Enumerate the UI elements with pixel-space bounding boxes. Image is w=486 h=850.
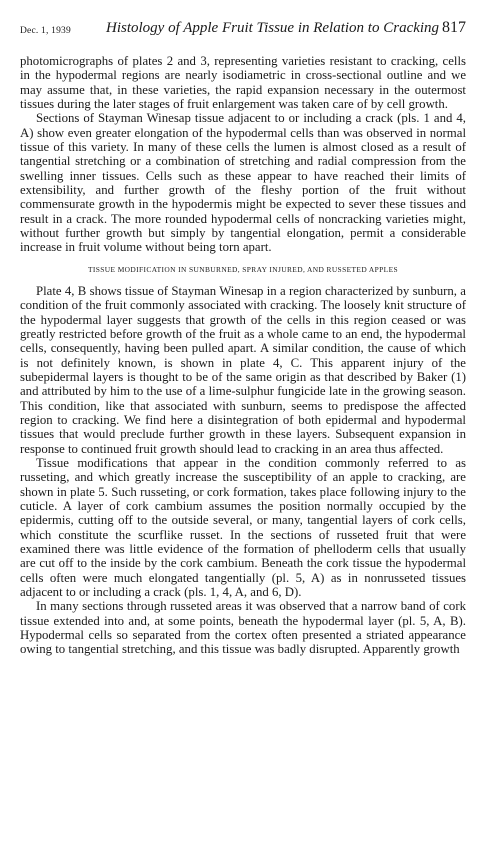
page-number: 817 bbox=[442, 19, 466, 36]
paragraph-stayman-sections: Sections of Stayman Winesap tissue adjacent to or including a crack (pls. 1 and 4, A) show even greater elongation of the hypodermal cells than was observed in normal tissue of this variety. In many of these cells the lumen is almost closed as a result of tangential stretching or a combination of stretching and radial compression from the swelling inner tissues. Cells such as these appear to have reached their limits of extensibility, and further growth of the fleshy portion of the fruit without commensurate growth in the hypodermis might be expected to sever these tissues and result in a crack. The more rounded hypodermal cells of noncracking varieties might, without further growth but simply by tangential elongation, permit a considerable increase in fruit volume without being torn apart. bbox=[20, 111, 466, 255]
issue-date: Dec. 1, 1939 bbox=[20, 26, 71, 36]
paragraph-sunburn: Plate 4, B shows tissue of Stayman Winesap in a region characterized by sunburn, a condition of the fruit commonly associated with cracking. The loosely knit structure of the hypodermal layer suggests that growth of the cells in this region ceased or was greatly restricted before growth of the fruit as a whole came to an end, the hypodermal cells, consequently, having been pulled apart. A similar condition, the cause of which is not definitely known, is shown in plate 4, C. This apparent injury of the subepidermal layers is thought to be of the same origin as that described by Baker (1) and attributed by him to the use of a lime-sulphur fungicide late in the growing season. This condition, like that associated with sunburn, seems to predispose the affected region to cracking. We find here a disintegration of both epidermal and hypodermal tissues that would preclude further growth in these layers. Subsequent expansion in response to continued fruit growth should lead to cracking in an area thus affected. bbox=[20, 283, 466, 456]
paragraph-cork-band: In many sections through russeted areas it was observed that a narrow band of cork tissue extended into and, at some points, beneath the hypodermal layer (pl. 5, A, B). Hypodermal cells so separated from the cortex often presented a striated appearance owing to tangential stretching, and this tissue was badly disrupted. Apparently growth bbox=[20, 599, 466, 657]
paragraph-russeting: Tissue modifications that appear in the condition commonly referred to as russeting, and which greatly increase the susceptibility of an apple to cracking, are shown in plate 5. Such russeting, or cork formation, takes place following injury to the cuticle. A layer of cork cambium assumes the position normally occupied by the epidermis, cutting off to the outside several, or many, tangential layers of cork cells, which constitute the scurflike russet. In the sections of russeted fruit that were examined there was little evidence of the formation of phelloderm cells that usually are cut off to the inside by the cork cambium. Beneath the cork tissue the hypodermal cells often were much elongated tangentially (pl. 5, A) as in nonrusseted tissues adjacent to or including a crack (pls. 1, 4, A, and 6, D). bbox=[20, 455, 466, 600]
section-heading: TISSUE MODIFICATION IN SUNBURNED, SPRAY INJURED, AND RUSSETED APPLES bbox=[88, 264, 398, 274]
article-body bbox=[20, 54, 466, 657]
paragraph-continuation: photomicrographs of plates 2 and 3, representing varieties resistant to cracking, cells in the hypodermal regions are nearly isodiametric in cross-sectional outline and we may assume that, in these varieties, the rapid expansion necessary in the outermost tissues during the later stages of fruit enlargement was taken care of by cell growth. bbox=[20, 54, 466, 112]
running-header bbox=[20, 18, 466, 44]
running-title: Histology of Apple Fruit Tissue in Relation to Cracking bbox=[106, 20, 440, 36]
